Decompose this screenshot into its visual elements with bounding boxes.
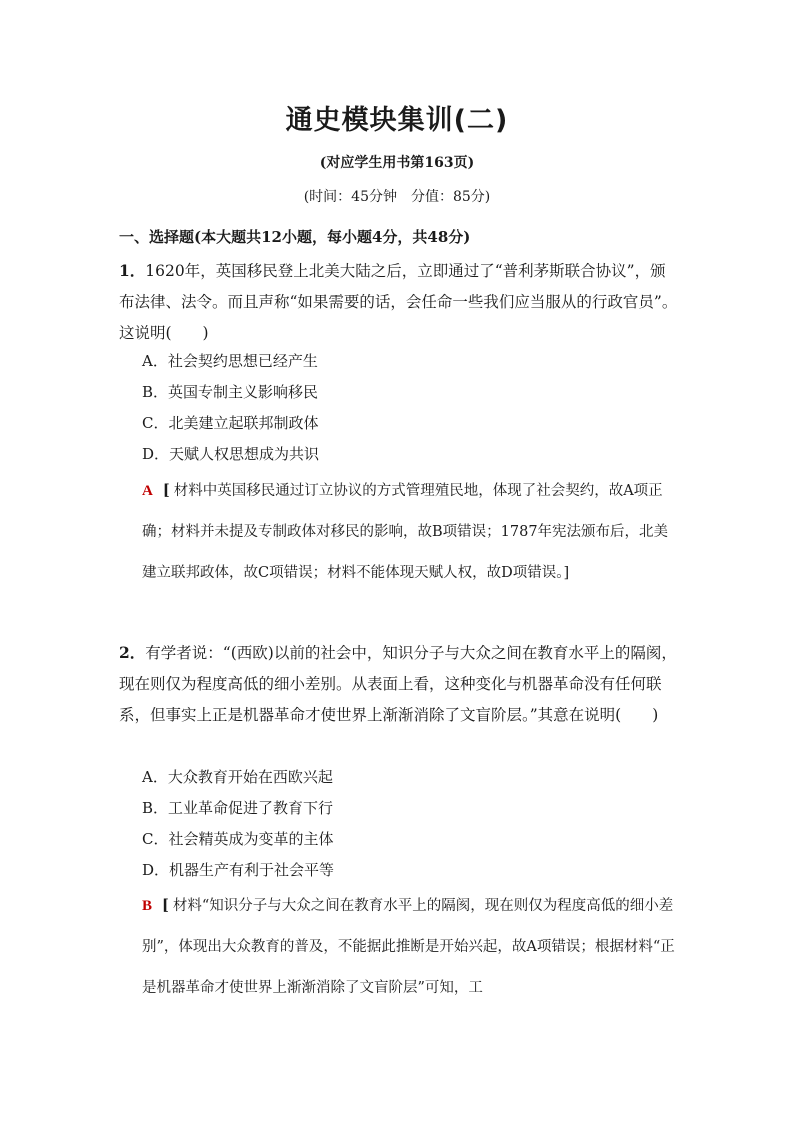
question-stem-text: 1620年，英国移民登上北美大陆之后，立即通过了“普利茅斯联合协议”，颁布法律、法令。而且声称“如果需要的话，会任命一些我们应当服从的行政官员”。这说明( ): [119, 262, 678, 342]
question-number: 2．: [119, 643, 146, 662]
answer-explanation: 材料中英国移民通过订立协议的方式管理殖民地，体现了社会契约，故A项正确；材料并未提及专制政体对移民的影响，故B项错误；1787年宪法颁布后，北美建立联邦政体，故C项错误；材料不能体现天赋人权，故D项错误。]: [142, 483, 669, 581]
question-2-option-c: C．社会精英成为变革的主体: [142, 830, 334, 848]
question-2-option-b: B．工业革命促进了教育下行: [142, 799, 334, 817]
answer-bracket: [: [162, 897, 169, 914]
answer-bracket: [: [162, 482, 170, 499]
answer-letter: B: [142, 898, 153, 914]
question-1-option-c: C．北美建立起联邦制政体: [142, 414, 319, 432]
question-1-answer: [142, 470, 682, 594]
answer-letter: A: [142, 483, 153, 499]
question-1-stem: [119, 255, 679, 349]
question-number: 1．: [119, 261, 146, 280]
question-1-option-b: B．英国专制主义影响移民: [142, 383, 319, 401]
question-2-option-d: D．机器生产有利于社会平等: [142, 861, 335, 879]
page-subtitle: (对应学生用书第163页): [319, 155, 475, 171]
question-2-stem: [119, 637, 679, 731]
time-and-score: (时间：45分钟 分值：85分): [303, 189, 491, 205]
question-2-option-a: A．大众教育开始在西欧兴起: [142, 768, 333, 786]
section-heading: 一、选择题(本大题共12小题，每小题4分，共48分): [119, 228, 471, 246]
question-1-option-a: A．社会契约思想已经产生: [142, 352, 318, 370]
page-title: 通史模块集训(二): [285, 105, 509, 136]
answer-explanation: 材料“知识分子与大众之间在教育水平上的隔阂，现在则仅为程度高低的细小差别”，体现出大众教育的普及，不能据此推断是开始兴起，故A项错误；根据材料“正是机器革命才使世界上渐渐消除了文盲阶层”可知，工: [142, 898, 675, 996]
question-stem-text: 有学者说：“(西欧)以前的社会中，知识分子与大众之间在教育水平上的隔阂，现在则仅为程度高低的细小差别。从表面上看，这种变化与机器革命没有任何联系，但事实上正是机器革命才使世界上渐渐消除了文盲阶层。”其意在说明( ): [119, 644, 677, 724]
question-1-option-d: D．天赋人权思想成为共识: [142, 445, 320, 463]
question-2-answer: [142, 885, 682, 1009]
